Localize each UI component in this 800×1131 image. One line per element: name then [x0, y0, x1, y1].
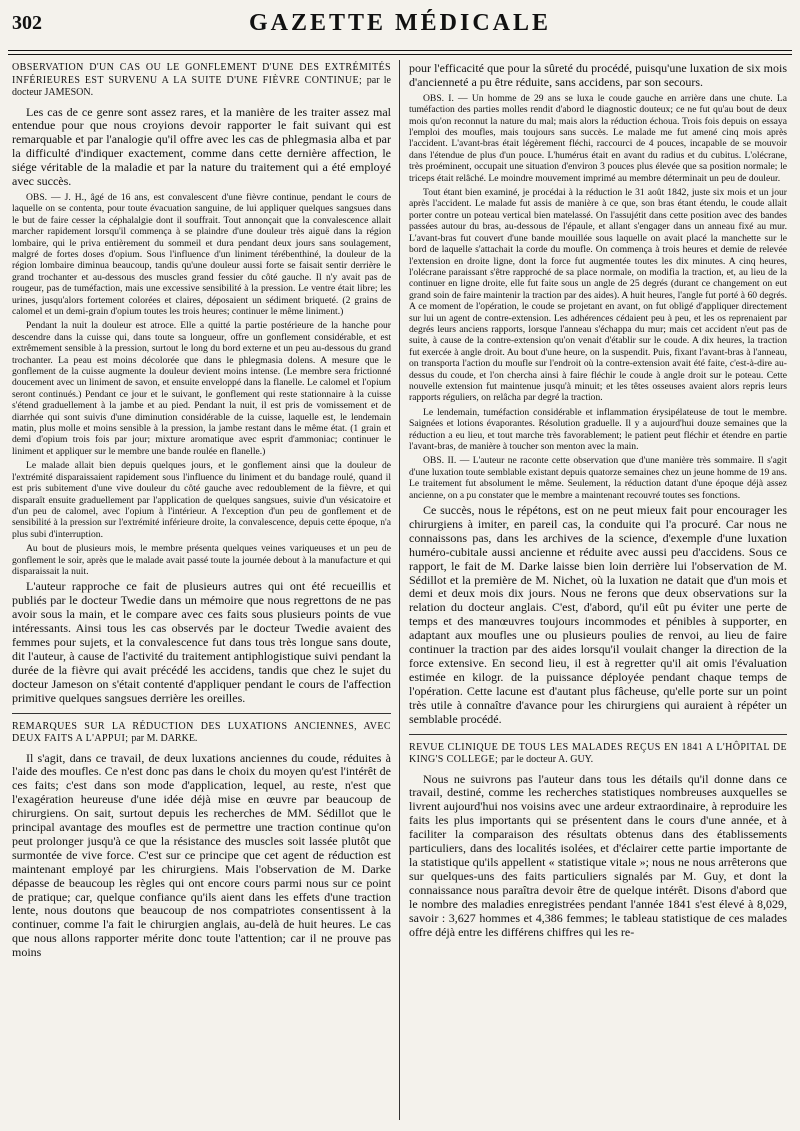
section-separator — [12, 713, 391, 714]
commentary-paragraph: L'auteur rapproche ce fait de plusieurs autres qui ont été recueillis et publiés par le docteur Twedie dans un mémoire que nous regrettons de ne pas avoir sous la main, et le compare avec ces faits sous plusieurs points de vue intéressants. Ainsi tous les cas observés par le docteur Twedie avaient des femmes pour sujets, et la convalescence fut dans tous très longue sans doute, dit l'auteur, à cause de l'activité du traitement antiphlogistique suivi pendant la durée de la fièvre qui avait précédé les accidens, tandis que chez le sujet du docteur Jameson on s'était contenté d'appliquer pendant le cours de l'affection primitive quelques sangsues derrière les oreilles. — [12, 579, 391, 705]
journal-title: GAZETTE MÉDICALE — [248, 10, 552, 36]
article-title-jameson — [12, 62, 391, 100]
page-number: 302 — [12, 12, 42, 34]
observation-block — [12, 192, 391, 577]
section-separator — [409, 734, 787, 735]
article-author: par le docteur A. GUY. — [501, 754, 594, 766]
article-title-text: OBSERVATION D'UN CAS OU LE GONFLEMENT D'UNE DES EXTRÉMITÉS INFÉRIEURES EST SURVENU A LA SUITE D'UNE FIÈVRE CONTINUE; — [12, 62, 391, 86]
continuation-paragraph: pour l'efficacité que pour la sûreté du procédé, puisqu'une luxation de six mois d'ancienneté a pu être réduite, sans accidens, par son secours. — [409, 61, 787, 89]
article-intro — [12, 106, 391, 189]
obs-paragraph: Pendant la nuit la douleur est atroce. Elle a quitté la partie postérieure de la hanche pour descendre dans la cuisse qui, dans toute sa longueur, offre un gonflement considérable, et est extrêmement sensible à la pression, surtout le long du bord externe et un peu au-dessous du grand trochanter. La peau est moins décolorée que dans le phlegmasia dolens. A mesure que le gonflement de la cuisse augmente la douleur devient moins intense. (Le membre sera frictionné doucement avec un liniment de savon, et ensuite enveloppé dans la flanelle. Le calomel et l'opium seront continués.) Pendant ce jour et le suivant, le gonflement qui reste stationnaire à la cuisse s'étend graduellement à la jambe et au pied. Pendant la nuit, il est pris de vomissement et de diarrhée qui sont suivis d'une diminution considérable de la cuisse, laquelle est, le lendemain matin, plus molle et moins sensible à la pression, la jambe restant dans le même état. (1 grain et demi d'opium trois fois par jour; mixture aromatique avec esprit d'ammoniac; continuer le liniment et appliquer sur le membre une bande roulée en flanelle.) — [12, 320, 391, 457]
article-title-text: REVUE CLINIQUE DE TOUS LES MALADES REÇUS EN 1841 A L'HÔPITAL DE KING'S COLLEGE; — [409, 741, 787, 766]
darke-article-body — [12, 752, 391, 961]
article-author: par M. DARKE. — [131, 733, 198, 744]
darke-commentary — [409, 504, 787, 727]
commentary-paragraph: Ce succès, nous le répétons, est on ne peut mieux fait pour encourager les chirurgiens à imiter, en pareil cas, la conduite qui l'a procuré. Car nous ne connaissons pas, dans les archives de la science, d'exemple d'une luxation huméro-cubitale aussi ancienne et réduite avec aussi peu d'accidens. Sous ce rapport, le fait de M. Darke laisse bien loin derrière lui l'observation de M. Sédillot et la première de M. Nichet, où la luxation ne datait que d'un mois et demi et deux mois dix jours. Nous ne ferons que deux observations sur la relation du docteur anglais. C'est, d'abord, qu'il eût pu éviter une perte de temps et des manœuvres toujours incommodes et pénibles à supporter, en adaptant aux moufles une ou plusieurs poulies de renvoi, au lieu de faire continuer la traction par des aides lorsqu'il voulait changer la direction de la force extensive. En second lieu, il est à regretter qu'il ait omis l'évaluation estimée en kilogr. de la puissance déployée pendant chaque temps de l'opération. Cette lacune est d'autant plus fâcheuse, qu'elle porte sur un point très utile à connaître d'avance pour les chirurgiens qui auraient à répéter un semblable procédé. — [409, 503, 787, 726]
obs-paragraph: Au bout de plusieurs mois, le membre présenta quelques veines variqueuses et un peu de gonflement le soir, après que le malade avait passé toute la journée debout à la manufacture et qui disparaissait la nuit. — [12, 543, 391, 577]
guy-article-body — [409, 773, 787, 940]
column-divider — [399, 60, 400, 1120]
obs2-paragraph: OBS. II. — L'auteur ne raconte cette observation que d'une manière très sommaire. Il s'agit d'une luxation toute semblable existant depuis quatorze semaines chez un jeune homme de 19 ans. Le traitement fut absolument le même. Seulement, la réduction datant d'une époque déjà assez ancienne, on a pu constater que le membre a maintenant recouvré toutes ses fonctions. — [409, 455, 787, 501]
article-title-text: REMARQUES SUR LA RÉDUCTION DES LUXATIONS ANCIENNES, AVEC DEUX FAITS A L'APPUI; — [12, 720, 391, 744]
header-rule — [8, 50, 792, 51]
commentary-block — [12, 580, 391, 705]
intro-paragraph: Les cas de ce genre sont assez rares, et la manière de les traiter assez mal entendue pour que nous croyions devoir rapporter le fait suivant qui est remarquable et par l'analogie qu'il offre avec les cas de phlegmasia alba et par la difficulté d'indiquer exactement, comme dans cette dernière affection, le siége véritable de la maladie et par la nature du traitement qui a été employé avec succès. — [12, 104, 391, 189]
right-column — [409, 62, 787, 942]
page-header — [8, 10, 792, 46]
obs-paragraph: Le lendemain, tuméfaction considérable et inflammation érysipélateuse de tout le membre. Saignées et lotions évaporantes. Résolution graduelle. Il y a aujourd'hui douze semaines que la réduction a eu lieu, et tout marche très favorablement; le patient peut fléchir et étendre en partie l'avant-bras, de manière à toucher son menton avec la main. — [409, 406, 787, 452]
header-rule-thin — [8, 54, 792, 55]
obs-paragraph: Le malade allait bien depuis quelques jours, et le gonflement ainsi que la douleur de l'extrémité disparaissaient rapidement sous l'influence du liniment et du bandage roulé, quand il est pris subitement d'une vive douleur du côté gauche avec redoublement de la fièvre, et qui disparaît ensuite graduellement par l'application de quelques sangsues, suivie d'un vésicatoire et d'un peu de calomel, avec l'opium à l'intérieur. A l'exception d'un peu de gonflement et de sensibilité à la pression sur l'extrémité inférieure droite, la convalescence, depuis cette époque, n'a plus subi d'interruption. — [12, 460, 391, 540]
article-title-guy — [409, 742, 787, 767]
darke-observations — [409, 93, 787, 501]
obs-paragraph: Tout étant bien examiné, je procédai à la réduction le 31 août 1842, juste six mois et un jour après l'accident. Le malade fut assis de manière à ce que, son bras étant étendu, le coude allait porter contre un poteau vertical bien matelassé. On l'assujétit dans cette position avec des bandes passées autour du bras, au-dessous de l'épaule, et allant s'engager dans un anneau fixé au mur. L'avant-bras fut couvert d'une bande mouillée sous laquelle on avait placé la manchette sur le bord de laquelle s'attachait la corde du moufle. On commença à trois heures et demie de relevée l'extension en droite ligne, dont la force fut augmentée toutes les dix minutes. A cinq heures, l'olécrane paraissant s'être rapproché de sa place normale, on modifia la traction, et, au lieu de la continuer en ligne droite, elle fut faite sous un angle de 25 degrés (durant ce changement on eut grand soin de faire maintenir la traction par des aides). A huit heures, l'angle fut porté à 60 degrés. A ce moment de l'opération, le coude se projetant en avant, on fut obligé d'appliquer directement sur lui un agent de contre-extension. Les adhérences cédaient peu à peu, et les os reprenaient par degrés leurs anciens rapports, lorsque l'anneau s'échappa du mur; mais cet accident n'eut pas de suite, à cause de la contre-extension qu'on venait d'établir sur le coude. A dix heures, la traction fut exercée à angle droit. Au bout d'une heure, on la suspendit. Puis, fixant l'avant-bras à l'anneau, on transporta l'action du moufle sur l'endroit où la contre-extension avait été faite, c'est-à-dire au-dessus du coude, et l'on chercha ainsi à faire fléchir le coude à angle droit sur le poteau. Cette nouvelle extension fut maintenue jusqu'à minuit; et les têtes osseuses avaient alors repris leurs rapports réguliers, on relâcha par degré la traction. — [409, 187, 787, 404]
obs-paragraph: OBS. I. — Un homme de 29 ans se luxa le coude gauche en arrière dans une chute. La tuméfaction des parties molles rendit d'abord le diagnostic douteux; ce ne fut qu'au bout de deux mois qu'on reconnut la nature du mal; mais alors la réduction échoua. Trois fois depuis on essaya l'emploi des moufles, mais toujours sans succès. Le malade me fut amené cinq mois après l'accident. L'avant-bras était légèrement fléchi, raccourci de 4 pouces, incapable de se mouvoir dans l'étendue de plus d'un pouce. L'humérus était en avant du radius et du cubitus. L'olécrane, très proéminent, occupait une situation d'environ 3 pouces plus élevée que sa position normale; le triceps était relâché. Le moindre mouvement imprimé au membre déterminait un peu de douleur. — [409, 92, 787, 184]
article-title-darke — [12, 721, 391, 746]
continuation-block — [409, 62, 787, 90]
article-author: par le docteur JAMESON. — [12, 74, 391, 98]
obs-paragraph: OBS. — J. H., âgé de 16 ans, est convalescent d'une fièvre continue, pendant le cours de laquelle on se contenta, pour toute évacuation sanguine, de lui appliquer quelques sangsues dans le but de faire cesser la céphalalgie dont il souffrait. Tout annonçait que la convalescence allait marcher rapidement lorsqu'il commença à se plaindre d'une douleur très aiguë dans la région lombaire, qui le priva entièrement du sommeil et dura pendant deux jours sans soulagement, malgré de fortes doses d'opium. Sous l'influence d'un liniment térébenthiné, la douleur de la région lombaire diminua beaucoup, tandis qu'une douleur aussi forte se faisait sentir derrière le grand trochanter et au-dessous des muscles grand fessier du côté gauche. Il n'y avait pas de rougeur, pas de tuméfaction, mais une excessive sensibilité à la pression. Le ventre était libre; les urines, jusqu'alors fortement colorées et claires, déposaient un sédiment briqueté. (2 grains de calomel et un demi-grain d'opium toutes les trois heures; continuer le même liniment.) — [12, 191, 391, 317]
darke-paragraph: Il s'agit, dans ce travail, de deux luxations anciennes du coude, réduites à l'aide des moufles. Ce n'est donc pas dans le choix du moyen qu'est l'intérêt de ces faits; c'est dans son mode d'application, lequel, au reste, n'est que l'exagération heureuse d'une idée déjà mise en œuvre par beaucoup de chirurgiens. On sait, surtout depuis les recherches de MM. Sédillot que le principal avantage des moufles est de permettre une traction continue qu'on peut prolonger jusqu'à ce que la résistance des muscles soit lassée plutôt que surmontée de vive force. C'est sur ce principe que cet agent de réduction est maintenant employé par les chirurgiens. Mais l'observation de M. Darke dépasse de beaucoup les règles qui ont encore cours parmi nous sur ce point de pratique; car, quelque confiance qu'ils aient dans les effets d'une traction lente, nous doutons que beaucoup de nos compatriotes consentissent à la continuer, comme l'a fait le chirurgien anglais, au-delà de huit heures. Le cas que nous allons rapporter mérite donc toute l'attention; car il ne prouve pas moins — [12, 750, 391, 960]
guy-paragraph: Nous ne suivrons pas l'auteur dans tous les détails qu'il donne dans ce travail, destiné, comme les recherches statistiques nombreuses auxquelles se livrent aujourd'hui nos voisins avec une ardeur extraordinaire, à reproduire les faits les plus importants qui se présentent dans le cours d'une année, et à faciliter la comparaison des résultats obtenus dans des établissements particuliers, dans des localités isolées, et d'éclairer cette partie importante de la statistique qu'ils appellent « statistique vitale »; nous ne nous arrêterons que sur quelques-uns des faits particuliers signalés par M. Guy, et dont la connaissance nous paraîtra devoir être de quelque intérêt. Disons d'abord que le nombre des maladies enregistrées pendant l'année 1841 s'est élevé à 8,029, savoir : 3,627 hommes et 4,386 femmes; le tableau statistique de ces malades offre déjà entre les différens chiffres qui les re- — [409, 771, 787, 939]
left-column — [12, 62, 391, 963]
